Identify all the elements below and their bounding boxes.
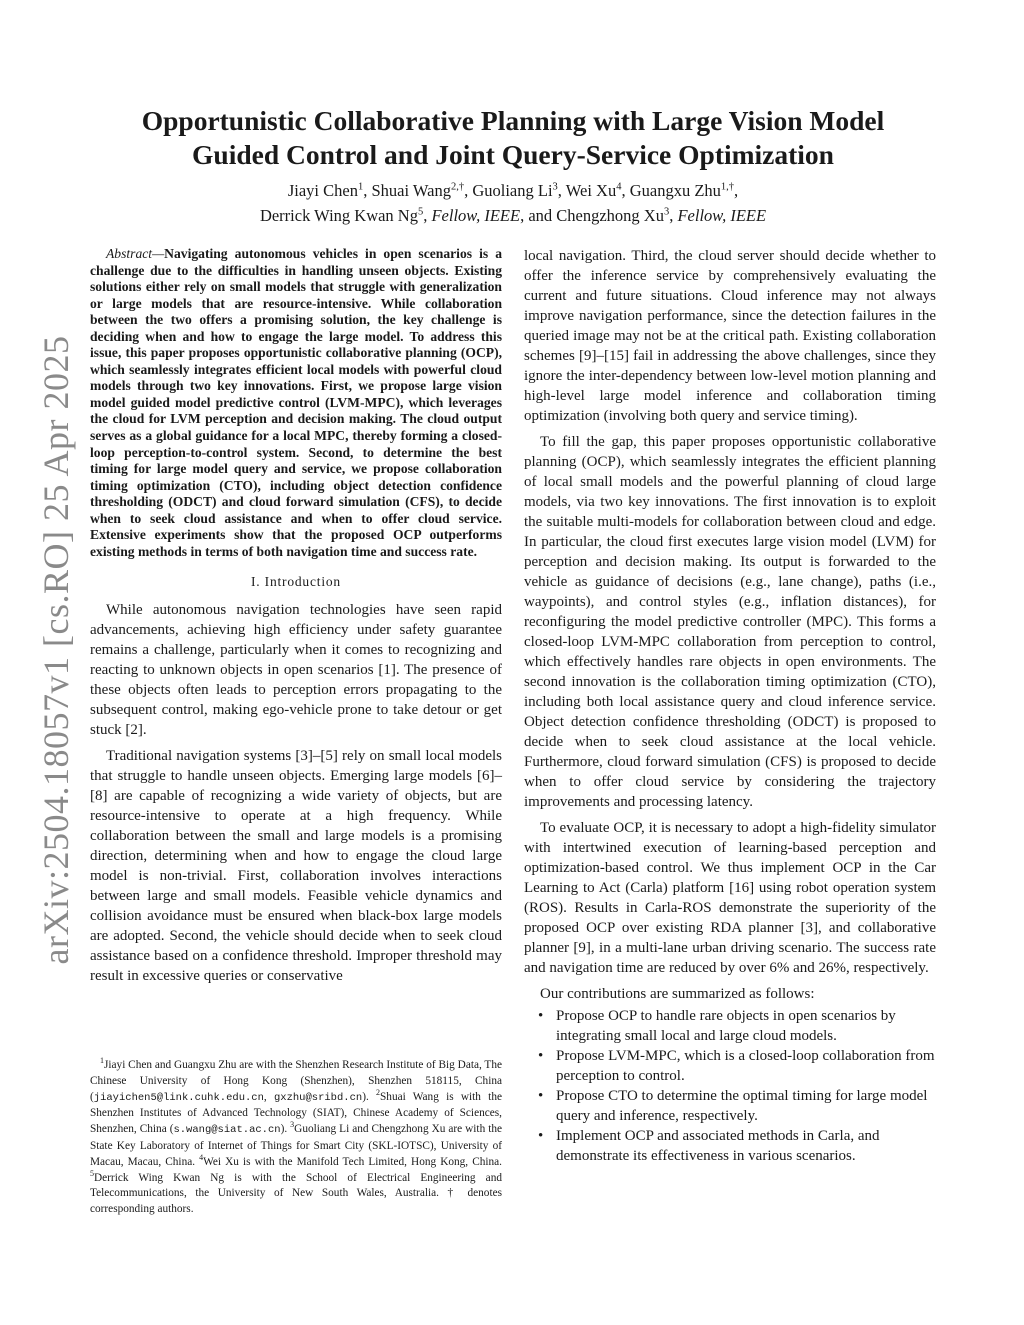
author-affiliation: 5 bbox=[417, 206, 424, 218]
left-column bbox=[90, 246, 502, 992]
footnote-marker: 4 bbox=[199, 1153, 204, 1163]
abstract-label: Abstract— bbox=[106, 246, 165, 261]
footnote-text: Derrick Wing Kwan Ng is with the School of Electrical Engineering and Telecommunications, the University of New South Wales, Australia. † denotes corresponding authors. bbox=[90, 1171, 502, 1216]
author-name: , Guoliang Li bbox=[464, 181, 553, 200]
list-item bbox=[524, 1046, 936, 1086]
author-affiliation: 4 bbox=[616, 181, 622, 193]
author-affiliation: 2,† bbox=[450, 181, 465, 193]
author-fellow: Fellow, IEEE bbox=[431, 206, 521, 225]
list-item-text: Implement OCP and associated methods in Carla, and demonstrate its effectiveness in various scenarios. bbox=[556, 1128, 880, 1164]
footnote-text: ). bbox=[362, 1090, 377, 1103]
author-name: , Wei Xu bbox=[557, 181, 617, 200]
paragraph: Traditional navigation systems [3]–[5] rely on small local models that struggle to handle unseen objects. Emerging large models [6]–[8] are capable of recognizing a wide variety of objects, but are resource-intensive to operate at a high frequency. While collaboration between the small and large models is a promising direction, determining when and how to engage the cloud large model is non-trivial. First, collaboration involves interactions between large and small models. Feasible vehicle dynamics and collision avoidance must be ensured when black-box large models are adopted. Second, the vehicle should decide when to seek cloud assistance based on a confidence threshold. Improper threshold may result in excessive queries or conservative bbox=[90, 748, 502, 985]
list-item bbox=[524, 1086, 936, 1126]
author-affiliation: 3 bbox=[552, 181, 558, 193]
title-line-1: Opportunistic Collaborative Planning with Large Vision Model bbox=[141, 105, 885, 136]
email-address: jiayichen5@link.cuhk.edu.cn bbox=[93, 1091, 264, 1104]
email-address: gxzhu@sribd.cn bbox=[273, 1091, 363, 1104]
affiliation-footnote bbox=[90, 1058, 502, 1218]
paper-title bbox=[90, 104, 936, 172]
footnote-text: Shuai Wang is with the Shenzhen Institutes of Advanced Technology (SIAT), Chinese Academy of Sciences, Shenzhen, China ( bbox=[90, 1090, 502, 1136]
right-column bbox=[524, 246, 936, 1166]
list-item-text: Propose OCP to handle rare objects in open scenarios by integrating small local and large cloud models. bbox=[556, 1008, 896, 1044]
footnote-text: , bbox=[263, 1090, 274, 1103]
list-item bbox=[524, 1126, 936, 1166]
author-separator: , bbox=[669, 206, 678, 225]
author-name: , and Chengzhong Xu bbox=[520, 206, 664, 225]
bullet-marker: • bbox=[538, 1128, 544, 1144]
footnote-text: Guoliang Li and Chengzhong Xu are with the State Key Laboratory of Internet of Things for Smart City (SKL-IOTSC), University of Macau, Macau, China. bbox=[90, 1123, 502, 1168]
list-item-text: Propose CTO to determine the optimal timing for large model query and inference, respectively. bbox=[556, 1088, 928, 1124]
footnote-marker: 5 bbox=[90, 1168, 94, 1178]
bullet-marker: • bbox=[538, 1008, 544, 1024]
list-item bbox=[524, 1006, 936, 1046]
paragraph: To fill the gap, this paper proposes opportunistic collaborative planning (OCP), which seamlessly integrates the efficient planning of local small models and the powerful planning of cloud large models, via two key innovations. The first innovation is to exploit the suitable multi-models for collaboration between cloud and edge. In particular, the cloud first executes large vision model (LVM) for perception and decision making. Its output is forwarded to the vehicle as guidance of decisions (e.g., lane change), paths (i.e., waypoints), and control styles (e.g., inflation distances), for reconfiguring the model predictive controller (MPC). This forms a closed-loop LVM-MPC collaboration from perception to control, which effectively handles rare objects in open environments. The second innovation is the collaboration timing optimization (CTO), including both local assistance query and cloud inference service. Object detection confidence thresholding (ODCT) is proposed to decide when to seek cloud assistance at the local vehicle. Furthermore, cloud forward simulation (CFS) is proposed to decide when to offer cloud service by considering the trajectory improvements and processing latency. bbox=[524, 434, 936, 810]
section-heading: I. Introduction bbox=[251, 574, 341, 590]
author-fellow: Fellow, IEEE bbox=[677, 206, 767, 225]
author-name: Derrick Wing Kwan Ng bbox=[259, 206, 418, 225]
author-affiliation: 1,† bbox=[720, 181, 735, 193]
abstract bbox=[90, 246, 502, 560]
paragraph: While autonomous navigation technologies have seen rapid advancements, achieving high efficiency under safety guarantee remains a challenge, particularly when it comes to recognizing and reacting to unknown objects in open scenarios [1]. The presence of these objects often leads to perception errors propagating to the subsequent control, making ego-vehicle prone to take detour or get stuck [2]. bbox=[90, 602, 502, 739]
paragraph: To evaluate OCP, it is necessary to adopt a high-fidelity simulator with intertwined execution of learning-based perception and optimization-based control. We thus implement OCP in the Car Learning to Act (Carla) platform [16] using robot operation system (ROS). Results in Carla-ROS demonstrate the superiority of the proposed OCP over existing RDA planner [3], and collaborative planner [9], in a multi-lane urban driving scenario. The success rate and navigation time are reduced by over 6% and 26%, respectively. bbox=[524, 820, 936, 976]
contributions-list bbox=[524, 1006, 936, 1166]
list-item-text: Propose LVM-MPC, which is a closed-loop collaboration from perception to control. bbox=[556, 1048, 935, 1084]
footnote-text: Jiayi Chen and Guangxu Zhu are with the Shenzhen Research Institute of Big Data, The Chinese University of Hong Kong (Shenzhen), Shenzhen 518115, China ( bbox=[90, 1059, 502, 1103]
abstract-text: Navigating autonomous vehicles in open scenarios is a challenge due to the difficulties in handling unseen objects. Existing solutions either rely on small models that struggle with generalization or large models that are resource-intensive. While collaboration between the two offers a promising solution, the key challenge is deciding when and how to engage the large model. To address this issue, this paper proposes opportunistic collaborative planning (OCP), which seamlessly integrates efficient local models with powerful cloud models through two key innovations. First, we propose large vision model guided model predictive control (LVM-MPC), which leverages the cloud for LVM perception and decision making. The cloud output serves as a global guidance for a local MPC, thereby forming a closed-loop perception-to-control system. Second, to determine the best timing for large model query and service, we propose collaboration timing optimization (CTO), including object detection confidence thresholding (ODCT) and cloud forward simulation (CFS), to decide when to seek cloud assistance and when to offer cloud service. Extensive experiments show that the proposed OCP outperforms existing methods in terms of both navigation time and success rate. bbox=[90, 246, 502, 559]
footnote-text: ). bbox=[280, 1123, 291, 1136]
footnote-marker: 3 bbox=[290, 1120, 295, 1130]
email-address: s.wang@siat.ac.cn bbox=[173, 1124, 281, 1137]
author-separator: , bbox=[734, 181, 739, 200]
footnote-marker: 2 bbox=[376, 1087, 381, 1097]
author-name: , Shuai Wang bbox=[363, 181, 451, 200]
author-list bbox=[90, 178, 936, 228]
paragraph: Our contributions are summarized as follows: bbox=[540, 986, 815, 1002]
bullet-marker: • bbox=[538, 1088, 544, 1104]
footnote-text: Wei Xu is with the Manifold Tech Limited, Hong Kong, China. bbox=[203, 1155, 503, 1168]
author-affiliation: 1 bbox=[357, 181, 364, 193]
footnote-marker: 1 bbox=[100, 1056, 104, 1066]
author-affiliation: 3 bbox=[663, 206, 670, 218]
arxiv-identifier: arXiv:2504.18057v1 [cs.RO] 25 Apr 2025 bbox=[36, 335, 76, 965]
title-line-2: Guided Control and Joint Query-Service Optimization bbox=[192, 139, 834, 170]
paragraph: local navigation. Third, the cloud server should decide whether to offer the inference service by comprehensively evaluating the current and future situations. Cloud inference may not always improve navigation performance, since the detection failures in the queried image may not be at the critical path. Existing collaboration schemes [9]–[15] fail in addressing the above challenges, since they ignore the inter-dependency between low-level motion planning and high-level large model inference and collaboration timing optimization (involving both query and service timing). bbox=[524, 248, 936, 424]
author-name: , Guangxu Zhu bbox=[621, 181, 721, 200]
author-name: Jiayi Chen bbox=[287, 181, 358, 200]
author-separator: , bbox=[423, 206, 432, 225]
bullet-marker: • bbox=[538, 1048, 544, 1064]
